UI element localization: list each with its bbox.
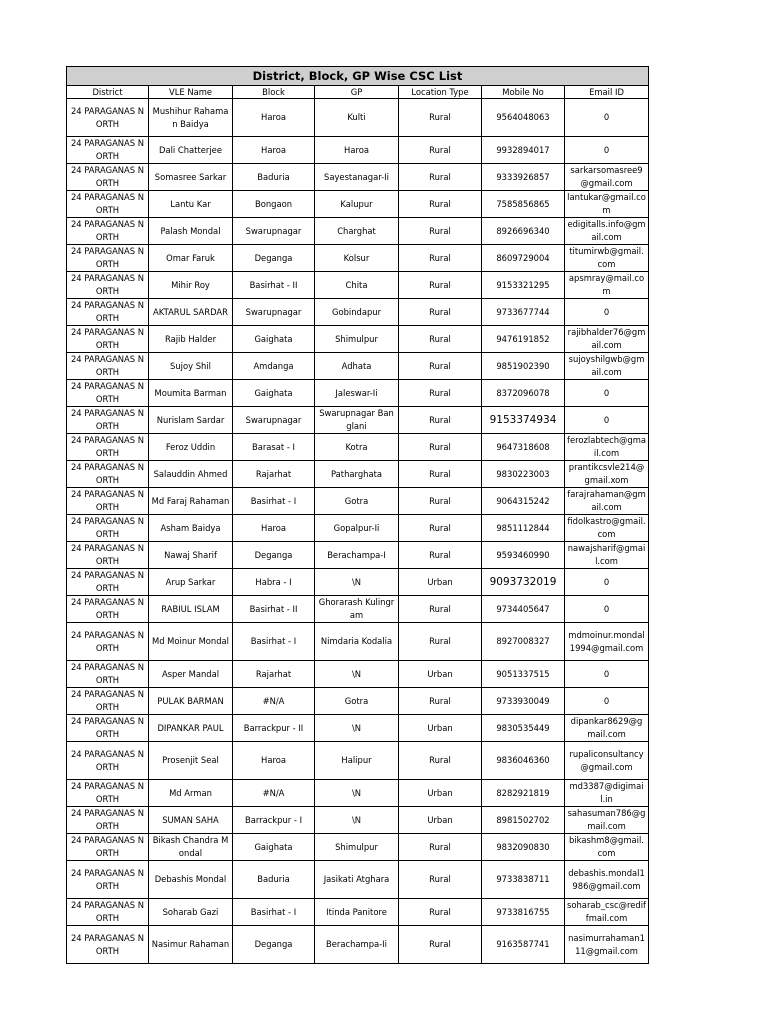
cell-email-id: 0 [565,596,649,623]
cell-mobile-no: 9051337515 [482,661,565,688]
table-row [67,218,649,245]
table-row [67,542,649,569]
cell-district: 24 PARAGANAS NORTH [67,245,149,272]
cell-mobile-no: 8926696340 [482,218,565,245]
cell-vle-name: Debashis Mondal [149,861,233,899]
cell-vle-name: Dali Chatterjee [149,137,233,164]
cell-email-id: bikashm8@gmail.com [565,834,649,861]
table-row [67,272,649,299]
cell-email-id: farajrahaman@gmail.com [565,488,649,515]
cell-district: 24 PARAGANAS NORTH [67,218,149,245]
table-row [67,434,649,461]
cell-vle-name: Sujoy Shil [149,353,233,380]
cell-mobile-no: 9333926857 [482,164,565,191]
table-row [67,299,649,326]
cell-district: 24 PARAGANAS NORTH [67,780,149,807]
cell-district: 24 PARAGANAS NORTH [67,742,149,780]
cell-district: 24 PARAGANAS NORTH [67,488,149,515]
cell-mobile-no: 9476191852 [482,326,565,353]
cell-vle-name: Prosenjit Seal [149,742,233,780]
cell-block: Barrackpur - II [233,715,315,742]
cell-mobile-no: 9932894017 [482,137,565,164]
cell-gp: Charghat [315,218,399,245]
cell-mobile-no: 9832090830 [482,834,565,861]
cell-block: Swarupnagar [233,299,315,326]
table-row [67,623,649,661]
cell-email-id: sujoyshilgwb@gmail.com [565,353,649,380]
cell-district: 24 PARAGANAS NORTH [67,380,149,407]
cell-vle-name: DIPANKAR PAUL [149,715,233,742]
cell-location-type: Urban [399,661,482,688]
cell-email-id: 0 [565,569,649,596]
cell-vle-name: Md Faraj Rahaman [149,488,233,515]
cell-email-id: 0 [565,99,649,137]
cell-district: 24 PARAGANAS NORTH [67,807,149,834]
cell-block: Swarupnagar [233,407,315,434]
table-row [67,926,649,964]
table-row [67,688,649,715]
cell-block: Basirhat - I [233,488,315,515]
cell-mobile-no: 8372096078 [482,380,565,407]
cell-gp: Haroa [315,137,399,164]
cell-mobile-no: 9851902390 [482,353,565,380]
cell-gp: Kotra [315,434,399,461]
table-row [67,164,649,191]
cell-block: Habra - I [233,569,315,596]
cell-location-type: Rural [399,272,482,299]
cell-vle-name: Lantu Kar [149,191,233,218]
cell-block: Barrackpur - I [233,807,315,834]
cell-vle-name: Salauddin Ahmed [149,461,233,488]
cell-vle-name: PULAK BARMAN [149,688,233,715]
cell-vle-name: Asper Mandal [149,661,233,688]
cell-location-type: Rural [399,407,482,434]
table-row [67,742,649,780]
cell-location-type: Rural [399,623,482,661]
cell-gp: \N [315,715,399,742]
cell-gp: Jasikati Atghara [315,861,399,899]
cell-email-id: lantukar@gmail.com [565,191,649,218]
cell-location-type: Rural [399,164,482,191]
cell-vle-name: Mihir Roy [149,272,233,299]
cell-location-type: Rural [399,596,482,623]
cell-block: Gaighata [233,834,315,861]
cell-gp: Adhata [315,353,399,380]
cell-mobile-no: 9647318608 [482,434,565,461]
cell-gp: \N [315,569,399,596]
cell-mobile-no: 9851112844 [482,515,565,542]
cell-email-id: nawajsharif@gmail.com [565,542,649,569]
cell-gp: Swarupnagar Banglani [315,407,399,434]
cell-block: #N/A [233,780,315,807]
table-row [67,137,649,164]
cell-district: 24 PARAGANAS NORTH [67,137,149,164]
table-row [67,861,649,899]
cell-email-id: prantikcsvle214@gmail.xom [565,461,649,488]
cell-email-id: soharab_csc@rediffmail.com [565,899,649,926]
table-row [67,899,649,926]
cell-block: Gaighata [233,326,315,353]
cell-gp: Berachampa-I [315,542,399,569]
cell-mobile-no: 9733677744 [482,299,565,326]
cell-vle-name: Md Arman [149,780,233,807]
cell-email-id: 0 [565,299,649,326]
cell-mobile-no: 9734405647 [482,596,565,623]
cell-vle-name: Rajib Halder [149,326,233,353]
table-row [67,715,649,742]
cell-gp: Gopalpur-Ii [315,515,399,542]
cell-district: 24 PARAGANAS NORTH [67,542,149,569]
cell-district: 24 PARAGANAS NORTH [67,596,149,623]
cell-district: 24 PARAGANAS NORTH [67,688,149,715]
cell-gp: Chita [315,272,399,299]
cell-email-id: ferozlabtech@gmail.com [565,434,649,461]
cell-gp: Jaleswar-Ii [315,380,399,407]
cell-gp: Sayestanagar-Ii [315,164,399,191]
cell-email-id: 0 [565,407,649,434]
cell-location-type: Rural [399,688,482,715]
table-row [67,569,649,596]
cell-email-id: debashis.mondal1986@gmail.com [565,861,649,899]
column-header-block: Block [233,86,315,99]
cell-location-type: Rural [399,515,482,542]
cell-district: 24 PARAGANAS NORTH [67,623,149,661]
cell-email-id: nasimurrahaman111@gmail.com [565,926,649,964]
cell-vle-name: Omar Faruk [149,245,233,272]
table-row [67,245,649,272]
cell-vle-name: Soharab Gazi [149,899,233,926]
cell-gp: Gotra [315,488,399,515]
cell-vle-name: Moumita Barman [149,380,233,407]
cell-mobile-no: 9153321295 [482,272,565,299]
cell-district: 24 PARAGANAS NORTH [67,926,149,964]
cell-gp: Shimulpur [315,326,399,353]
cell-block: Basirhat - I [233,899,315,926]
cell-vle-name: Arup Sarkar [149,569,233,596]
cell-vle-name: Palash Mondal [149,218,233,245]
cell-location-type: Rural [399,353,482,380]
cell-email-id: titumirwb@gmail.com [565,245,649,272]
cell-gp: Patharghata [315,461,399,488]
cell-gp: Gotra [315,688,399,715]
cell-district: 24 PARAGANAS NORTH [67,353,149,380]
cell-district: 24 PARAGANAS NORTH [67,191,149,218]
cell-vle-name: RABIUL ISLAM [149,596,233,623]
cell-district: 24 PARAGANAS NORTH [67,661,149,688]
cell-email-id: mdmoinur.mondal1994@gmail.com [565,623,649,661]
cell-gp: Nimdaria Kodalia [315,623,399,661]
cell-block: Deganga [233,245,315,272]
cell-gp: Gobindapur [315,299,399,326]
cell-gp: Halipur [315,742,399,780]
cell-mobile-no: 8609729004 [482,245,565,272]
cell-gp: Kulti [315,99,399,137]
csc-list-sheet [66,66,648,964]
cell-location-type: Urban [399,807,482,834]
cell-mobile-no: 8927008327 [482,623,565,661]
cell-district: 24 PARAGANAS NORTH [67,461,149,488]
csc-table [66,66,649,964]
table-row [67,461,649,488]
cell-vle-name: Nasimur Rahaman [149,926,233,964]
cell-block: Haroa [233,515,315,542]
cell-block: Basirhat - I [233,623,315,661]
cell-block: Baduria [233,164,315,191]
table-row [67,596,649,623]
table-row [67,488,649,515]
cell-location-type: Rural [399,542,482,569]
cell-vle-name: Bikash Chandra Mondal [149,834,233,861]
cell-gp: Kolsur [315,245,399,272]
cell-block: Gaighata [233,380,315,407]
cell-location-type: Rural [399,99,482,137]
column-header-district: District [67,86,149,99]
cell-vle-name: Somasree Sarkar [149,164,233,191]
cell-district: 24 PARAGANAS NORTH [67,407,149,434]
cell-mobile-no: 9733816755 [482,899,565,926]
cell-location-type: Rural [399,488,482,515]
cell-mobile-no: 9830223003 [482,461,565,488]
cell-mobile-no: 9093732019 [482,569,565,596]
cell-email-id: 0 [565,688,649,715]
table-row [67,407,649,434]
cell-location-type: Rural [399,137,482,164]
cell-district: 24 PARAGANAS NORTH [67,434,149,461]
cell-vle-name: Md Moinur Mondal [149,623,233,661]
column-header-gp: GP [315,86,399,99]
cell-gp: \N [315,807,399,834]
column-header-mobile-no: Mobile No [482,86,565,99]
table-row [67,807,649,834]
column-header-vle-name: VLE Name [149,86,233,99]
cell-block: Bongaon [233,191,315,218]
cell-location-type: Rural [399,834,482,861]
cell-block: Deganga [233,542,315,569]
cell-block: Haroa [233,742,315,780]
cell-district: 24 PARAGANAS NORTH [67,164,149,191]
cell-block: Rajarhat [233,461,315,488]
cell-district: 24 PARAGANAS NORTH [67,861,149,899]
header-row [67,86,649,99]
cell-block: Baduria [233,861,315,899]
cell-location-type: Rural [399,926,482,964]
cell-block: Barasat - I [233,434,315,461]
cell-location-type: Rural [399,742,482,780]
cell-district: 24 PARAGANAS NORTH [67,715,149,742]
cell-location-type: Urban [399,569,482,596]
cell-mobile-no: 9593460990 [482,542,565,569]
cell-email-id: 0 [565,661,649,688]
cell-mobile-no: 9564048063 [482,99,565,137]
cell-email-id: edigitalls.info@gmail.com [565,218,649,245]
cell-district: 24 PARAGANAS NORTH [67,299,149,326]
cell-location-type: Urban [399,780,482,807]
cell-email-id: dipankar8629@gmail.com [565,715,649,742]
cell-district: 24 PARAGANAS NORTH [67,569,149,596]
table-row [67,661,649,688]
cell-vle-name: Mushihur Rahaman Baidya [149,99,233,137]
cell-block: Amdanga [233,353,315,380]
cell-location-type: Rural [399,191,482,218]
cell-location-type: Rural [399,380,482,407]
cell-vle-name: Nurislam Sardar [149,407,233,434]
table-row [67,515,649,542]
cell-mobile-no: 9163587741 [482,926,565,964]
cell-email-id: rajibhalder76@gmail.com [565,326,649,353]
table-title: District, Block, GP Wise CSC List [67,67,649,86]
cell-email-id: md3387@digimail.in [565,780,649,807]
cell-email-id: apsmray@mail.com [565,272,649,299]
cell-gp: Itinda Panitore [315,899,399,926]
column-header-email-id: Email ID [565,86,649,99]
cell-gp: Shimulpur [315,834,399,861]
cell-mobile-no: 9733930049 [482,688,565,715]
cell-location-type: Rural [399,899,482,926]
cell-district: 24 PARAGANAS NORTH [67,326,149,353]
table-row [67,191,649,218]
cell-email-id: sarkarsomasree9@gmail.com [565,164,649,191]
cell-mobile-no: 7585856865 [482,191,565,218]
cell-gp: \N [315,780,399,807]
cell-block: Haroa [233,137,315,164]
cell-email-id: rupaliconsultancy@gmail.com [565,742,649,780]
cell-block: Deganga [233,926,315,964]
cell-district: 24 PARAGANAS NORTH [67,899,149,926]
cell-location-type: Rural [399,245,482,272]
cell-block: Rajarhat [233,661,315,688]
cell-mobile-no: 8981502702 [482,807,565,834]
cell-location-type: Rural [399,861,482,899]
cell-location-type: Rural [399,326,482,353]
cell-email-id: sahasuman786@gmail.com [565,807,649,834]
table-row [67,99,649,137]
cell-location-type: Rural [399,218,482,245]
cell-email-id: 0 [565,380,649,407]
cell-district: 24 PARAGANAS NORTH [67,515,149,542]
cell-mobile-no: 9153374934 [482,407,565,434]
cell-mobile-no: 8282921819 [482,780,565,807]
cell-mobile-no: 9830535449 [482,715,565,742]
cell-block: #N/A [233,688,315,715]
cell-email-id: 0 [565,137,649,164]
cell-vle-name: Asham Baidya [149,515,233,542]
cell-location-type: Rural [399,461,482,488]
cell-district: 24 PARAGANAS NORTH [67,834,149,861]
cell-email-id: fidolkastro@gmail.com [565,515,649,542]
cell-gp: Berachampa-Ii [315,926,399,964]
table-row [67,780,649,807]
cell-mobile-no: 9064315242 [482,488,565,515]
cell-location-type: Urban [399,715,482,742]
cell-vle-name: AKTARUL SARDAR [149,299,233,326]
cell-location-type: Rural [399,434,482,461]
cell-mobile-no: 9733838711 [482,861,565,899]
cell-mobile-no: 9836046360 [482,742,565,780]
cell-gp: Kalupur [315,191,399,218]
table-row [67,353,649,380]
cell-gp: \N [315,661,399,688]
table-row [67,834,649,861]
cell-block: Haroa [233,99,315,137]
table-row [67,380,649,407]
cell-district: 24 PARAGANAS NORTH [67,272,149,299]
cell-gp: Ghorarash Kulingram [315,596,399,623]
cell-district: 24 PARAGANAS NORTH [67,99,149,137]
cell-vle-name: Feroz Uddin [149,434,233,461]
table-row [67,326,649,353]
cell-vle-name: Nawaj Sharif [149,542,233,569]
cell-vle-name: SUMAN SAHA [149,807,233,834]
column-header-location-type: Location Type [399,86,482,99]
cell-block: Swarupnagar [233,218,315,245]
cell-block: Basirhat - II [233,596,315,623]
cell-location-type: Rural [399,299,482,326]
cell-block: Basirhat - II [233,272,315,299]
